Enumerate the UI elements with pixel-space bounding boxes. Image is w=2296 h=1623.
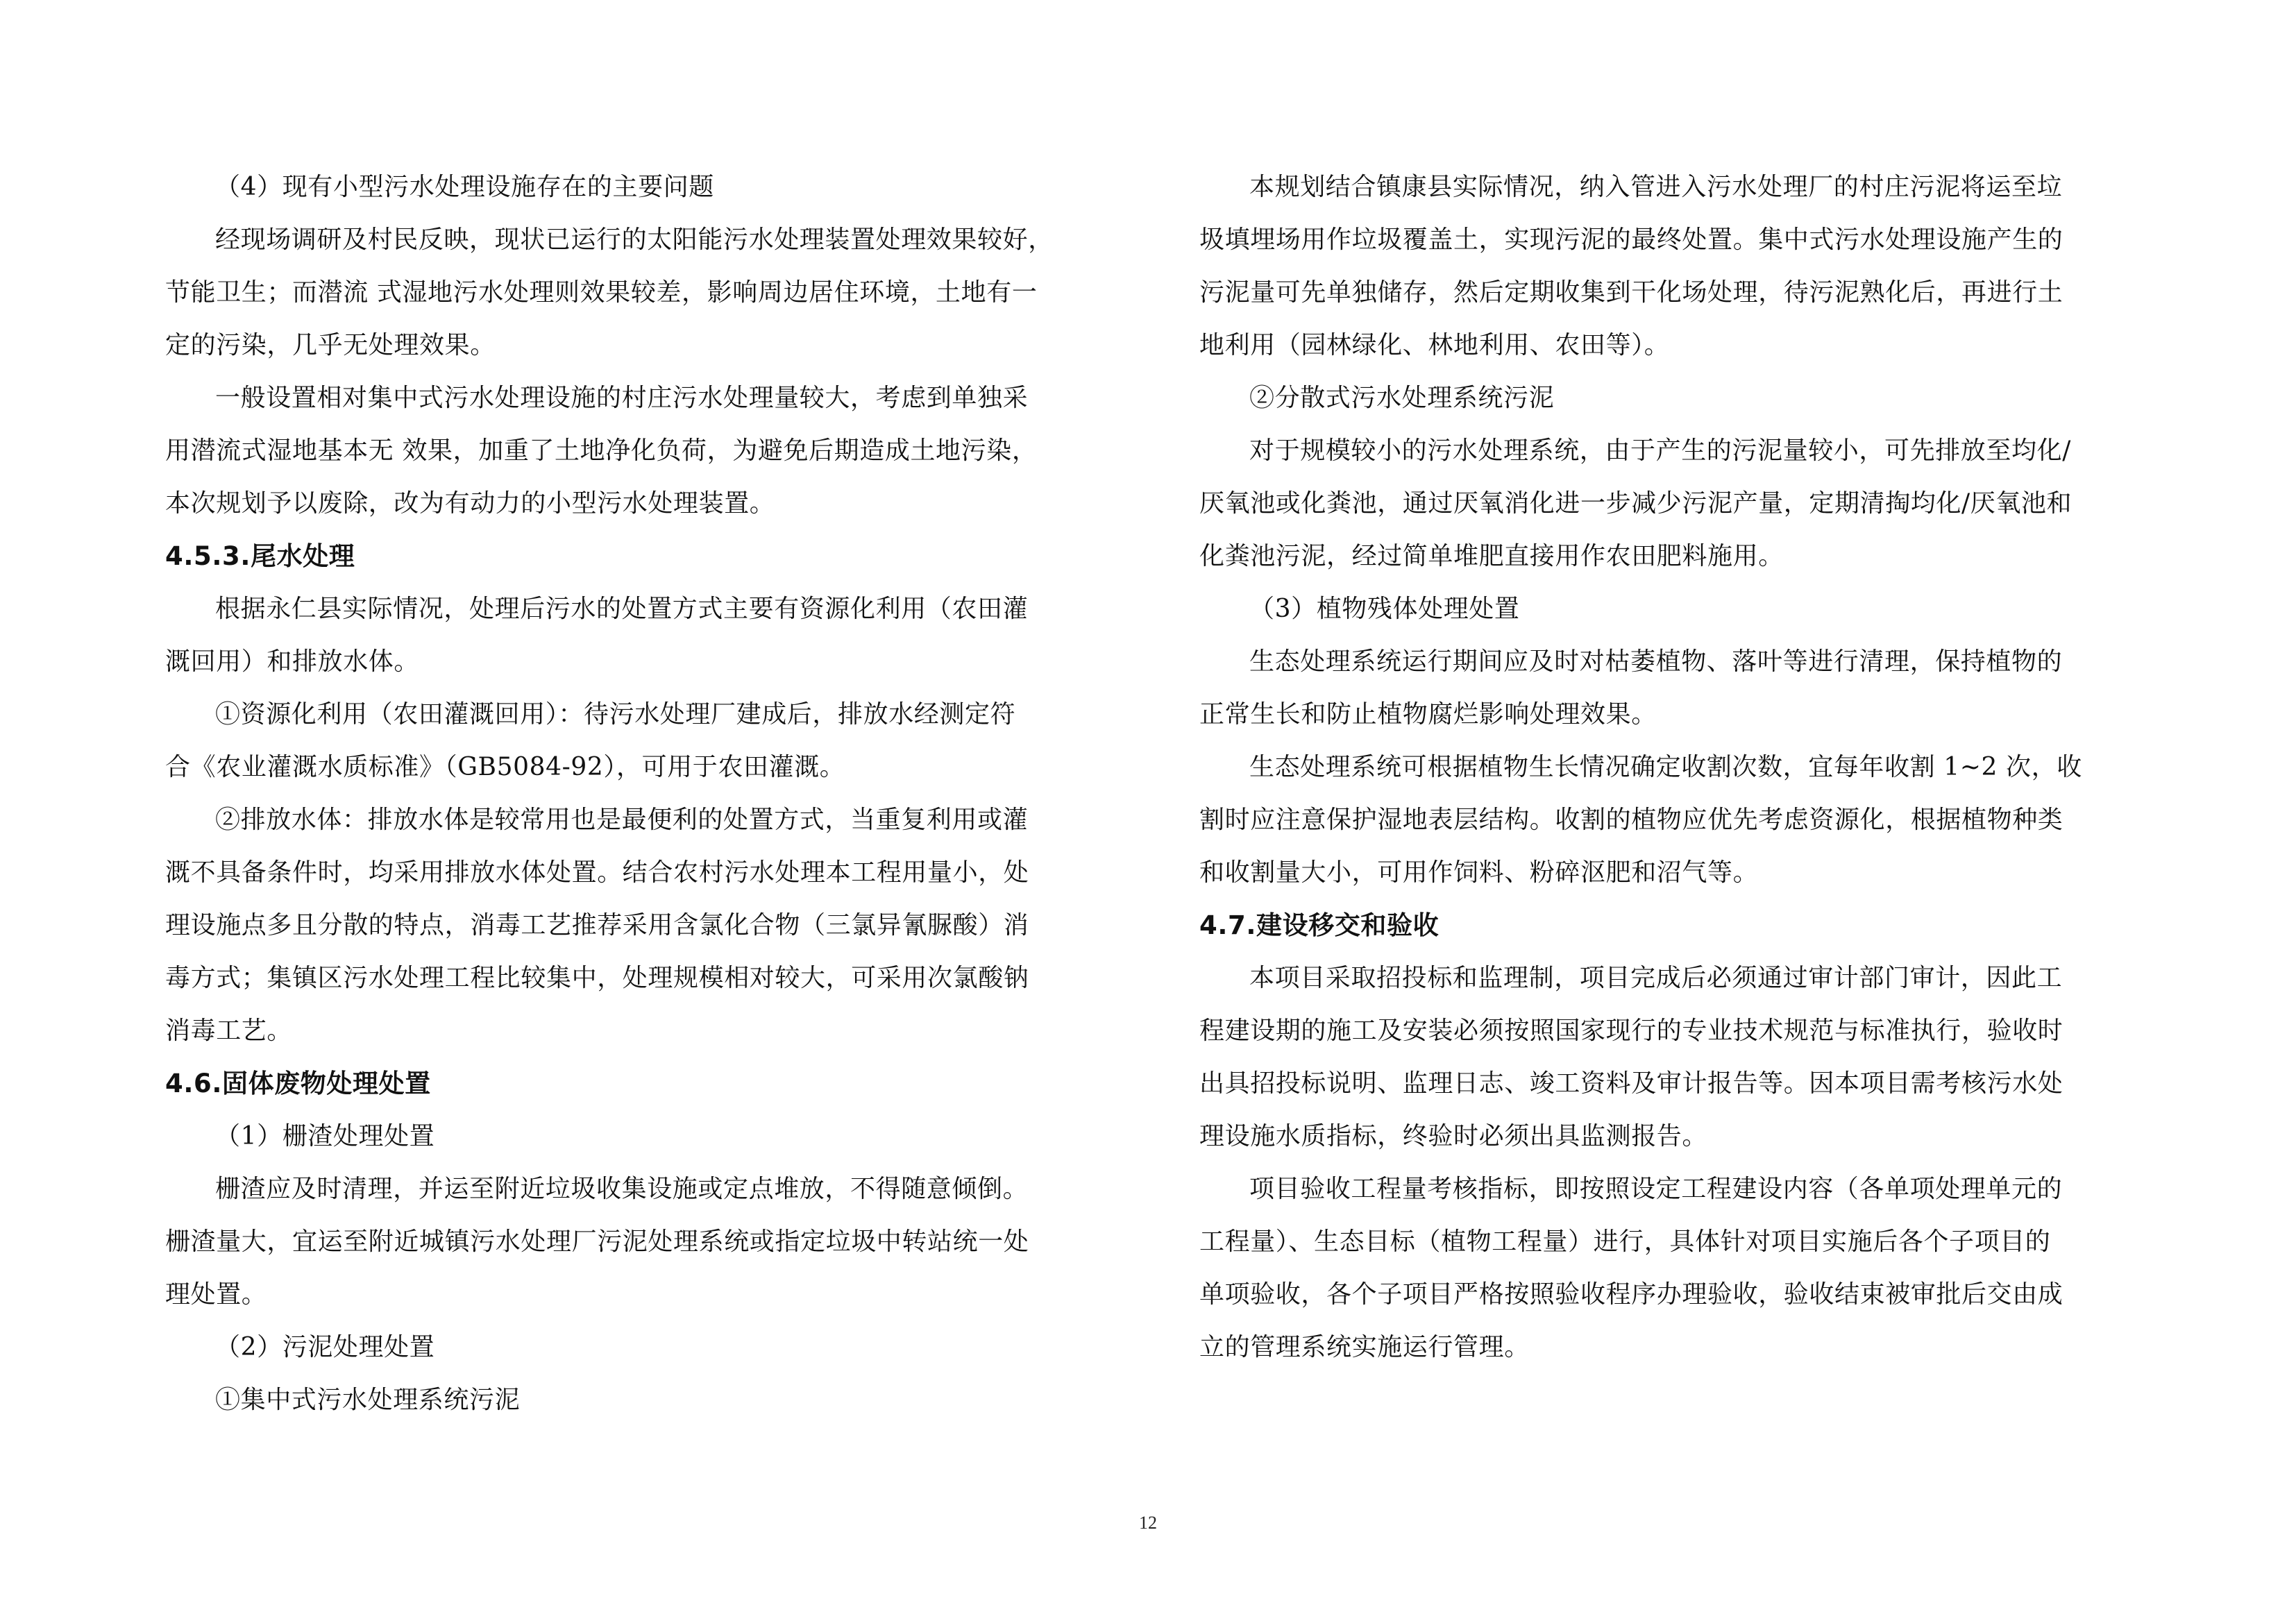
text-line: 理设施水质指标，终验时必须出具监测报告。 [1199, 1122, 1708, 1150]
text-line: 圾填埋场用作垃圾覆盖土，实现污泥的最终处置。集中式污水处理设施产生的 [1199, 226, 2063, 254]
text-line: 正常生长和防止植物腐烂影响处理效果。 [1199, 700, 1657, 729]
text-line: 污泥量可先单独储存，然后定期收集到干化场处理，待污泥熟化后，再进行土 [1199, 278, 2063, 307]
text-line: 割时应注意保护湿地表层结构。收割的植物应优先考虑资源化，根据植物种类 [1199, 806, 2063, 834]
section-heading: 4.7.建设移交和验收 [1199, 910, 1440, 940]
text-line: 程建设期的施工及安装必须按照国家现行的专业技术规范与标准执行，验收时 [1199, 1017, 2063, 1045]
text-line: 溉不具备条件时，均采用排放水体处置。结合农村污水处理本工程用量小，处 [165, 858, 1029, 887]
text-line: 理处置。 [165, 1280, 267, 1309]
text-line: （2）污泥处理处置 [215, 1333, 435, 1361]
text-line: 定的污染，几乎无处理效果。 [165, 331, 496, 359]
text-line: 用潜流式湿地基本无 效果，加重了土地净化负荷，为避免后期造成土地污染， [165, 436, 1038, 465]
text-line: 生态处理系统可根据植物生长情况确定收割次数，宜每年收割 1~2 次，收 [1249, 753, 2082, 781]
text-line: 毒方式；集镇区污水处理工程比较集中，处理规模相对较大，可采用次氯酸钠 [165, 964, 1029, 992]
text-line: ①集中式污水处理系统污泥 [215, 1386, 521, 1414]
text-line: 经现场调研及村民反映，现状已运行的太阳能污水处理装置处理效果较好， [215, 226, 1054, 254]
text-line: 本规划结合镇康县实际情况，纳入管进入污水处理厂的村庄污泥将运至垃 [1249, 173, 2063, 201]
section-heading: 4.6.固体废物处理处置 [165, 1069, 431, 1098]
text-line: 合《农业灌溉水质标准》（GB5084-92），可用于农田灌溉。 [165, 753, 845, 781]
text-line: （3）植物残体处理处置 [1249, 595, 1520, 623]
text-line: ②分散式污水处理系统污泥 [1249, 384, 1555, 412]
text-line: 本项目采取招投标和监理制，项目完成后必须通过审计部门审计，因此工 [1249, 964, 2063, 992]
text-line: 栅渣应及时清理，并运至附近垃圾收集设施或定点堆放，不得随意倾倒。 [215, 1175, 1029, 1203]
text-line: 节能卫生；而潜流 式湿地污水处理则效果较差，影响周边居住环境，土地有一 [165, 278, 1038, 307]
text-line: 对于规模较小的污水处理系统，由于产生的污泥量较小，可先排放至均化/ [1249, 436, 2071, 465]
text-line: ②排放水体：排放水体是较常用也是最便利的处置方式，当重复利用或灌 [215, 806, 1029, 834]
text-line: 地利用（园林绿化、林地利用、农田等）。 [1199, 331, 1670, 359]
text-line: 工程量）、生态目标（植物工程量）进行，具体针对项目实施后各个子项目的 [1199, 1227, 2051, 1256]
left-column [165, 161, 1095, 1427]
text-line: 溉回用）和排放水体。 [165, 647, 420, 676]
text-line: 消毒工艺。 [165, 1017, 293, 1045]
text-line: 根据永仁县实际情况，处理后污水的处置方式主要有资源化利用（农田灌 [215, 595, 1029, 623]
text-line: 项目验收工程量考核指标，即按照设定工程建设内容（各单项处理单元的 [1249, 1175, 2063, 1203]
text-line: 和收割量大小，可用作饲料、粉碎沤肥和沼气等。 [1199, 858, 1759, 887]
text-line: 栅渣量大，宜运至附近城镇污水处理厂污泥处理系统或指定垃圾中转站统一处 [165, 1227, 1029, 1256]
text-line: 理设施点多且分散的特点，消毒工艺推荐采用含氯化合物（三氯异氰脲酸）消 [165, 911, 1029, 940]
text-line: 生态处理系统运行期间应及时对枯萎植物、落叶等进行清理，保持植物的 [1249, 647, 2063, 676]
text-line: 一般设置相对集中式污水处理设施的村庄污水处理量较大，考虑到单独采 [215, 384, 1029, 412]
page-number: 12 [1139, 1513, 1157, 1533]
text-line: （1）栅渣处理处置 [215, 1122, 435, 1150]
text-line: 化粪池污泥，经过简单堆肥直接用作农田肥料施用。 [1199, 542, 1784, 570]
section-heading: 4.5.3.尾水处理 [165, 541, 355, 571]
right-column [1199, 161, 2129, 1374]
text-line: 出具招投标说明、监理日志、竣工资料及审计报告等。因本项目需考核污水处 [1199, 1069, 2063, 1098]
text-line: 厌氧池或化粪池，通过厌氧消化进一步减少污泥产量，定期清掏均化/厌氧池和 [1199, 489, 2073, 518]
text-line: 立的管理系统实施运行管理。 [1199, 1333, 1530, 1361]
text-line: （4）现有小型污水处理设施存在的主要问题 [215, 173, 714, 201]
text-line: 本次规划予以废除，改为有动力的小型污水处理装置。 [165, 489, 775, 518]
text-line: ①资源化利用（农田灌溉回用）：待污水处理厂建成后，排放水经测定符 [215, 700, 1016, 729]
text-line: 单项验收，各个子项目严格按照验收程序办理验收，验收结束被审批后交由成 [1199, 1280, 2063, 1309]
